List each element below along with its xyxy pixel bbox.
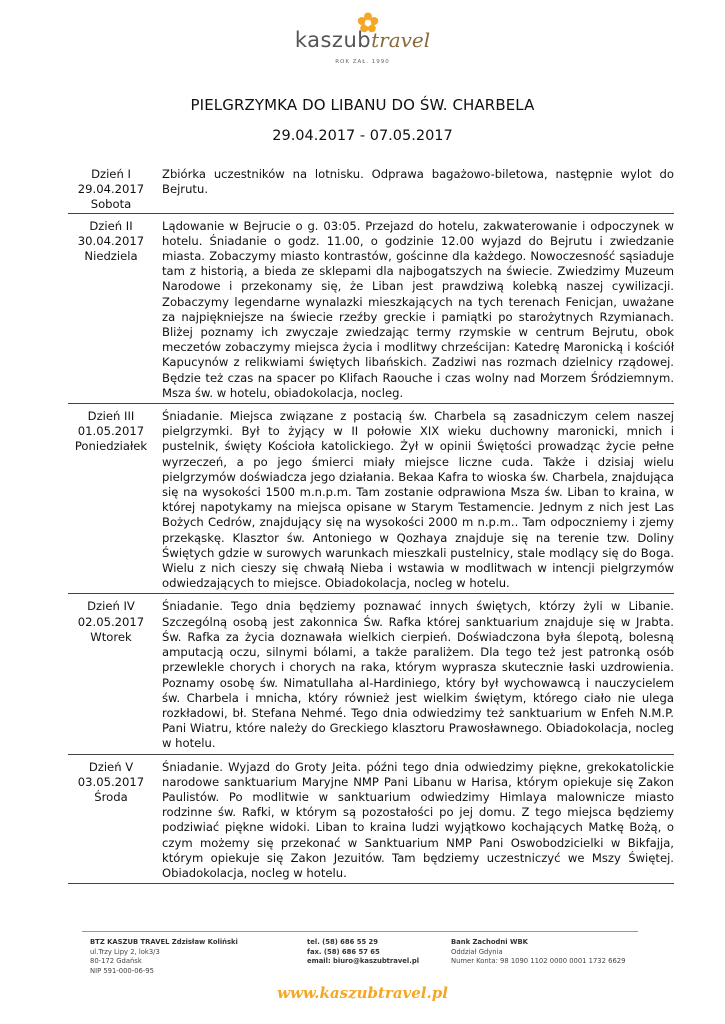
day-description: Śniadanie. Wyjazd do Groty Jeita. późni tego dnia odwiedzimy piękne, grekokatolickie narodowe sanktuarium Maryjne NMP Pani Libanu w Harisa, którym opiekuje się Zakon Paulistów. Po modlitwie w sanktuarium odwiedzimy Himlaya malownicze miasto rodzinne św. Rafki, w którym są pozostałości po jej domu. Z tego miejsca będziemy podziwiać piękne widoki. Liban to kraina ludzi wyjątkowo kochających Matkę Bożą, o czym możemy się przekonać w Sanktuarium NMP Pani Oswobodzicielki w Bikfajja, którym opiekuje się Zakon Jezuitów. Tam będziemy uczestniczyć we Mszy Świętej. Obiadokolacja, nocleg w hotelu. xyxy=(162,759,674,880)
footer-divider xyxy=(82,931,638,932)
day-description: Lądowanie w Bejrucie o g. 03:05. Przejazd do hotelu, zakwaterowanie i odpoczynek w hotelu. Śniadanie o godz. 11.00, o godzinie 12.00 wyjazd do Bejrutu i zwiedzanie miasta. Zobaczymy miasto kontrastów, gościnne dla każdego. Nowoczesność sąsiaduje tam z historią, a bieda ze sklepami dla najbogatszych na świecie. Zwiedzimy Muzeum Narodowe i przekonamy się, że Liban jest prawdziwą kolebką naszej cywilizacji. Zobaczymy legendarne wynalazki mieszkających na tych terenach Fenicjan, uważane za najpiękniejsze na świecie rzeźby greckie i pamiątki po starożytnych Rzymianach. Bliżej poznamy ich zwyczaje zwiedzając termy rzymskie w centrum Bejrutu, obok meczetów zobaczymy miejsca życia i modlitwy chrześcijan: Katedrę Maronicką i kościół Kapucynów z relikwiami świętych libańskich. Zadziwi nas rozmach dzielnicy rządowej. Będzie też czas na spacer po Klifach Raouche i czas wolny nad Morzem Śródziemnym. Msza św. w hotelu, obiadokolacja, nocleg. xyxy=(162,218,674,400)
bank-name: Bank Zachodni WBK xyxy=(451,938,528,946)
day-weekday: Poniedziałek xyxy=(74,439,148,454)
bank-account: Numer Konta: 98 1090 1102 0000 0001 1732 6629 xyxy=(451,957,626,965)
company-nip: NIP 591-000-06-95 xyxy=(90,966,154,975)
day-date: 03.05.2017 xyxy=(77,774,145,789)
day-number: Dzień V xyxy=(88,759,134,774)
day-weekday: Sobota xyxy=(90,197,132,212)
contact-email[interactable]: email: biuro@kaszubtravel.pl xyxy=(307,957,420,965)
bank-branch: Oddział Gdynia xyxy=(451,947,503,956)
logo-brand: kaszub xyxy=(294,28,372,52)
document-title: PIELGRZYMKA DO LIBANU DO ŚW. CHARBELA xyxy=(190,96,535,114)
website-link[interactable]: www.kaszubtravel.pl xyxy=(277,984,448,1002)
footer-bank xyxy=(451,938,625,967)
contact-fax: fax. (58) 686 57 65 xyxy=(307,947,380,956)
day-number: Dzień IV xyxy=(87,599,135,614)
day-weekday: Wtorek xyxy=(90,629,132,644)
day-description: Zbiórka uczestników na lotnisku. Odprawa bagażowo-biletowa, następnie wylot do Bejrutu. xyxy=(162,167,674,197)
itinerary-row xyxy=(68,404,674,594)
day-cell xyxy=(68,404,154,593)
day-date: 29.04.2017 xyxy=(77,182,145,197)
company-name: BTZ KASZUB TRAVEL Zdzisław Koliński xyxy=(90,938,238,946)
day-date: 01.05.2017 xyxy=(77,424,145,439)
itinerary-row xyxy=(68,162,674,214)
logo-brand-suffix: travel xyxy=(371,28,431,52)
day-number: Dzień III xyxy=(87,409,135,424)
logo-wordmark xyxy=(0,28,725,52)
document-dates: 29.04.2017 - 07.05.2017 xyxy=(272,128,453,144)
logo xyxy=(0,6,725,72)
day-weekday: Niedziela xyxy=(84,249,138,264)
day-description: Śniadanie. Tego dnia będziemy poznawać innych świętych, którzy żyli w Libanie. Szczególną osobą jest zakonnica Św. Rafka której sanktuarium znajduje się w Jrabta. Św. Rafka za życia doznawała wielkich cierpień. Doświadczona była ślepotą, bolesną amputacją oczu, silnymi bólami, a także paraliżem. Dla tego też jest patronką osób przewlekle chorych i chorych na raka, którym wyprasza skutecznie łaski uzdrowienia. Poznamy osobę św. Nimatullaha al-Hardiniego, który był wychowawcą i nauczycielem św. Charbela i mnicha, który również jest wielkim świętym, którego ciało nie ulega rozkładowi, bł. Stefana Nehmé. Tego dnia odwiedzimy też sanktuarium w Enfeh N.M.P. Pani Wiatru, które należy do Greckiego klasztoru Prawosławnego. Obiadokolacja, nocleg w hotelu. xyxy=(162,599,674,751)
itinerary-row xyxy=(68,214,674,404)
logo-since: ROK ZAŁ. 1990 xyxy=(335,59,390,65)
day-date: 30.04.2017 xyxy=(77,233,145,248)
contact-tel: tel. (58) 686 55 29 xyxy=(307,938,379,946)
company-address-line2: 80-172 Gdańsk xyxy=(90,957,142,965)
day-cell xyxy=(68,594,154,753)
day-number: Dzień II xyxy=(89,218,133,233)
day-description: Śniadanie. Miejsca związane z postacią św. Charbela są zasadniczym celem naszej pielgrzymki. Był to żyjący w II połowie XIX wieku duchowny maronicki, mnich i pustelnik, święty Kościoła katolickiego. Żył w opinii Świętości prowadząc życie pełne wyrzeczeń, a po jego śmierci miały miejsce liczne cuda. Także i dzisiaj wielu pielgrzymów doświadcza jego działania. Bekaa Kafra to wioska św. Charbela, znajdująca się na wysokości 1500 m.n.p.m. Tam zostanie odprawiona Msza św. Liban to kraina, w której napotykamy na miejsca opisane w Starym Testamencie. Jednym z nich jest Las Bożych Cedrów, znajdujący się na wysokości 2000 m n.p.m.. Tam odpoczniemy i zjemy przekąskę. Klasztor św. Antoniego w Qozhaya znajduje się na terenie tzw. Doliny Świętych gdzie w surowych warunkach mieszkali pustelnicy, stale modlący się do Boga. Wielu z nich cieszy się chwałą Nieba i wstawia w modlitwach w intencji pielgrzymów odwiedzających to miejsce. Obiadokolacja, nocleg w hotelu. xyxy=(162,409,674,591)
footer-company xyxy=(90,938,238,976)
company-address-line1: ul.Trzy Lipy 2, lok3/3 xyxy=(90,947,160,956)
footer-contact xyxy=(307,938,419,967)
itinerary-table xyxy=(68,162,674,884)
day-weekday: Środa xyxy=(94,789,128,804)
day-cell xyxy=(68,162,154,213)
day-date: 02.05.2017 xyxy=(77,614,145,629)
itinerary-row xyxy=(68,594,674,754)
day-cell xyxy=(68,214,154,403)
day-number: Dzień I xyxy=(91,167,131,181)
itinerary-row xyxy=(68,755,674,885)
day-cell xyxy=(68,755,154,884)
